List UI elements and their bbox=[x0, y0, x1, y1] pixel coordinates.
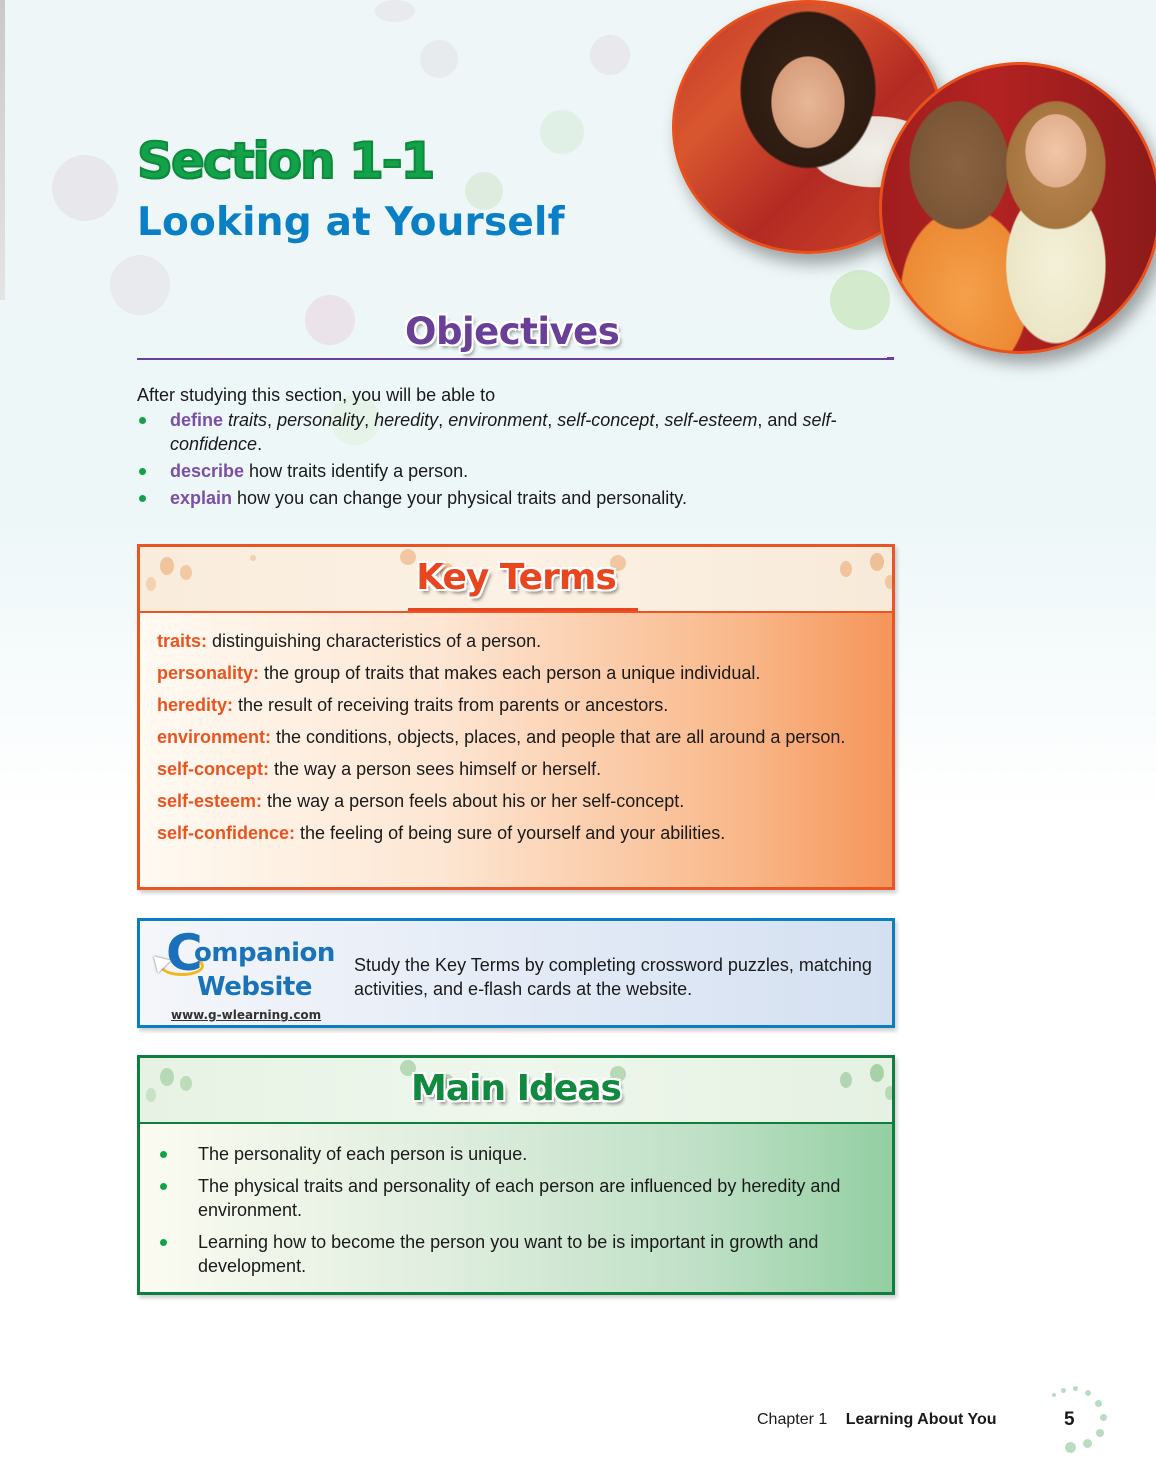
page-number: 5 bbox=[1064, 1409, 1075, 1430]
section-number: Section 1-1 bbox=[137, 132, 434, 190]
section-title: Looking at Yourself bbox=[137, 200, 565, 245]
companion-website-text: Study the Key Terms by completing crossword puzzles, matching activities, and e-flash cards at the website. bbox=[354, 955, 872, 999]
term: self-confidence bbox=[170, 410, 837, 454]
key-term: personality: bbox=[157, 663, 260, 683]
key-term-item bbox=[157, 757, 882, 781]
bullet-icon bbox=[139, 468, 146, 475]
period: . bbox=[257, 434, 263, 454]
key-terms-box bbox=[137, 544, 895, 890]
bullet-icon bbox=[160, 1183, 167, 1190]
page-left-edge bbox=[0, 0, 5, 300]
heading-underline bbox=[408, 608, 638, 611]
main-ideas-header bbox=[140, 1058, 892, 1124]
bullet-icon bbox=[139, 417, 146, 424]
chapter-label: Chapter 1 bbox=[757, 1411, 828, 1428]
objective-text: how you can change your physical traits and personality. bbox=[232, 488, 687, 508]
key-term: self-confidence: bbox=[157, 823, 296, 843]
key-term: heredity: bbox=[157, 695, 234, 715]
separator: , bbox=[547, 410, 558, 430]
objectives-divider bbox=[137, 358, 887, 360]
separator: , bbox=[654, 410, 665, 430]
key-term-definition: distinguishing characteristics of a person. bbox=[207, 631, 542, 651]
girls-at-lockers-photo bbox=[879, 62, 1156, 354]
companion-website-link[interactable]: www.g-wlearning.com bbox=[171, 1008, 322, 1022]
separator: , bbox=[364, 410, 375, 430]
key-terms-header bbox=[140, 547, 892, 613]
objectives-divider-end bbox=[887, 357, 894, 360]
key-term-item bbox=[157, 629, 882, 653]
term: personality bbox=[277, 410, 365, 430]
logo-letter-c: C bbox=[166, 924, 203, 982]
objective-text: how traits identify a person. bbox=[244, 461, 469, 481]
term: self-esteem bbox=[664, 410, 758, 430]
key-term: self-concept: bbox=[157, 759, 270, 779]
key-term-definition: the group of traits that makes each person a unique individual. bbox=[259, 663, 761, 683]
key-term-item bbox=[157, 821, 882, 845]
main-ideas-heading: Main Ideas bbox=[411, 1068, 621, 1109]
objective-verb: define bbox=[170, 410, 224, 430]
main-idea-item bbox=[140, 1230, 880, 1278]
key-terms-heading: Key Terms bbox=[416, 557, 616, 598]
key-term-definition: the way a person feels about his or her self-concept. bbox=[262, 791, 685, 811]
separator: , and bbox=[757, 410, 803, 430]
key-term: self-esteem: bbox=[157, 791, 263, 811]
term: environment bbox=[448, 410, 548, 430]
separator: , bbox=[267, 410, 278, 430]
main-idea-text: Learning how to become the person you want to be is important in growth and development. bbox=[198, 1232, 819, 1276]
main-idea-text: The personality of each person is unique. bbox=[198, 1144, 528, 1164]
objective-verb: describe bbox=[170, 461, 245, 481]
objectives-heading: Objectives bbox=[405, 310, 620, 353]
main-idea-text: The physical traits and personality of each person are influenced by heredity and environment. bbox=[198, 1176, 841, 1220]
objective-item bbox=[137, 459, 897, 483]
key-term: environment: bbox=[157, 727, 272, 747]
key-term-item bbox=[157, 661, 882, 685]
chapter-title: Learning About You bbox=[845, 1411, 997, 1428]
main-idea-item bbox=[140, 1142, 880, 1166]
objective-item bbox=[137, 408, 897, 456]
objectives-intro: After studying this section, you will be able to bbox=[137, 385, 496, 405]
objective-verb: explain bbox=[170, 488, 233, 508]
bullet-icon bbox=[160, 1239, 167, 1246]
bullet-icon bbox=[139, 495, 146, 502]
companion-website-box bbox=[137, 918, 895, 1028]
separator: , bbox=[438, 410, 449, 430]
page-footer bbox=[757, 1411, 997, 1429]
key-term-definition: the result of receiving traits from parents or ancestors. bbox=[233, 695, 669, 715]
key-term-item bbox=[157, 725, 882, 749]
companion-website-logo[interactable] bbox=[150, 924, 335, 1026]
key-term-item bbox=[157, 789, 882, 813]
bullet-icon bbox=[160, 1151, 167, 1158]
key-term-item bbox=[157, 693, 882, 717]
term: self-concept bbox=[557, 410, 655, 430]
term: heredity bbox=[374, 410, 439, 430]
objective-item bbox=[137, 486, 897, 510]
main-ideas-box bbox=[137, 1055, 895, 1295]
key-term-definition: the way a person sees himself or herself. bbox=[269, 759, 602, 779]
logo-word-companion: ompanion bbox=[194, 938, 335, 968]
objectives-list bbox=[137, 408, 897, 513]
main-ideas-list bbox=[140, 1124, 892, 1278]
term: traits bbox=[228, 410, 268, 430]
logo-word-website: Website bbox=[197, 972, 312, 1002]
key-term: traits: bbox=[157, 631, 208, 651]
key-term-definition: the feeling of being sure of yourself and your abilities. bbox=[295, 823, 726, 843]
key-terms-list bbox=[140, 613, 892, 845]
main-idea-item bbox=[140, 1174, 880, 1222]
key-term-definition: the conditions, objects, places, and people that are all around a person. bbox=[271, 727, 846, 747]
